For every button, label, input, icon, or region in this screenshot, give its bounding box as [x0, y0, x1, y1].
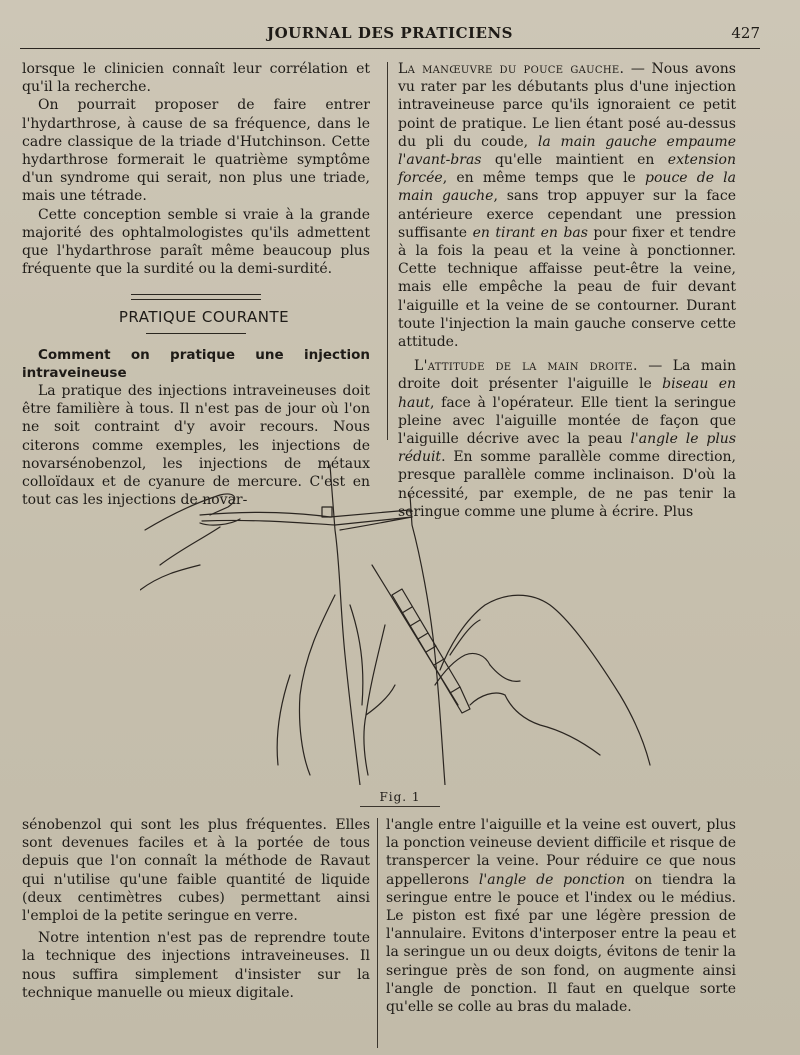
bottom-right-column — [386, 816, 736, 1016]
paragraph: La manœuvre du pouce gauche. — Nous avons vu rater par les débutants plus d'une injection intraveineuse parce qu'ils ignoraient ce petit point de pratique. Le lien étant posé au-dessus du pli du coude, la main gauche empaume l'avant-bras qu'elle maintient en extension forcée, en même temps que le pouce de la main gauche, sans trop appuyer sur la face antérieure exerce cependant une pression suffisante en tirant en bas pour fixer et tendre à la fois la peau et la veine à ponctionner. Cette technique affaisse peut-être la veine, mais elle empêche la peau de fuir devant l'aiguille et la veine de se contourner. Durant toute l'injection la main gauche conserve cette attitude. — [398, 61, 736, 351]
figure-caption: Fig. 1 — [379, 790, 421, 804]
column-divider — [377, 818, 378, 1048]
journal-title: JOURNAL DES PRATICIENS — [267, 24, 513, 42]
page-number: 427 — [731, 24, 760, 42]
top-right-column — [398, 60, 736, 521]
injection-illustration — [140, 455, 660, 785]
section-title: PRATIQUE COURANTE — [118, 308, 290, 327]
bottom-left-column — [22, 816, 370, 1002]
paragraph: sénobenzol qui sont les plus fréquentes. Elles sont devenues faciles et à la portée de tous depuis que l'on connaît la méthode de Ravaut qui n'utilise qu'une faible quantité de liquide (deux centimètres cubes) permettant ainsi l'emploi de la petite seringue en verre. — [22, 817, 370, 925]
paragraph-lead: La manœuvre du pouce gauche. — [398, 61, 625, 77]
paragraph: L'attitude de la main droite. — La main droite doit présenter l'aiguille le biseau en haut, face à l'opérateur. Elle tient la seringue pleine avec l'aiguille montée de façon que l'aiguille décrive avec la peau l'angle le plus réduit. En somme parallèle comme direction, presque parallèle comme inclinaison. D'où la nécessité, par exemple, de ne pas tenir la seringue comme une plume à écrire. Plus — [398, 358, 737, 520]
article-subheading: Comment on pratique une injection intraveineuse — [22, 346, 370, 381]
column-divider — [387, 62, 388, 440]
top-left-column — [22, 60, 370, 509]
paragraph: lorsque le clinicien connaît leur corrélation et qu'il la recherche. — [22, 61, 370, 96]
figure-rule — [360, 806, 440, 807]
paragraph: Notre intention n'est pas de reprendre toute la technique des injections intraveineuses. Il nous suffira simplement d'insister sur la technique manuelle ou mieux digitale. — [22, 930, 370, 1001]
paragraph: Cette conception semble si vraie à la grande majorité des ophtalmologistes qu'ils admettent que l'hydarthrose paraît même beaucoup plus fréquente que la surdité ou la demi-surdité. — [22, 206, 370, 278]
paragraph: La pratique des injections intraveineuses doit être familière à tous. Il n'est pas de jour où l'on ne soit contraint d'y avoir recours. Nous citerons comme exemples, les injections de novarsénobenzol, les injections de métaux colloïdaux et de cyanure de mercure. C'est en tout cas les injections de novar- — [22, 383, 370, 509]
paragraph-lead: L'attitude de la main droite. — [414, 358, 638, 375]
paragraph: On pourrait proposer de faire entrer l'hydarthrose, à cause de sa fréquence, dans le cadre classique de la triade d'Hutchinson. Cette hydarthrose formerait le quatrième symptôme d'un syndrome qui serait, non plus une triade, mais une tétrade. — [22, 97, 370, 205]
running-header — [20, 22, 760, 49]
paragraph: l'angle entre l'aiguille et la veine est ouvert, plus la ponction veineuse devient difficile et risque de transpercer la veine. Pour réduire ce que nous appellerons l'angle de ponction on tiendra la seringue entre le pouce et l'index ou le médius. Le piston est fixé par une légère pression de l'annulaire. Evitons d'interposer entre la peau et la seringue un ou deux doigts, évitons de tenir la seringue près de son fond, on augmente ainsi l'angle de ponction. Il faut en quelque sorte qu'elle se colle au bras du malade. — [386, 817, 737, 1016]
